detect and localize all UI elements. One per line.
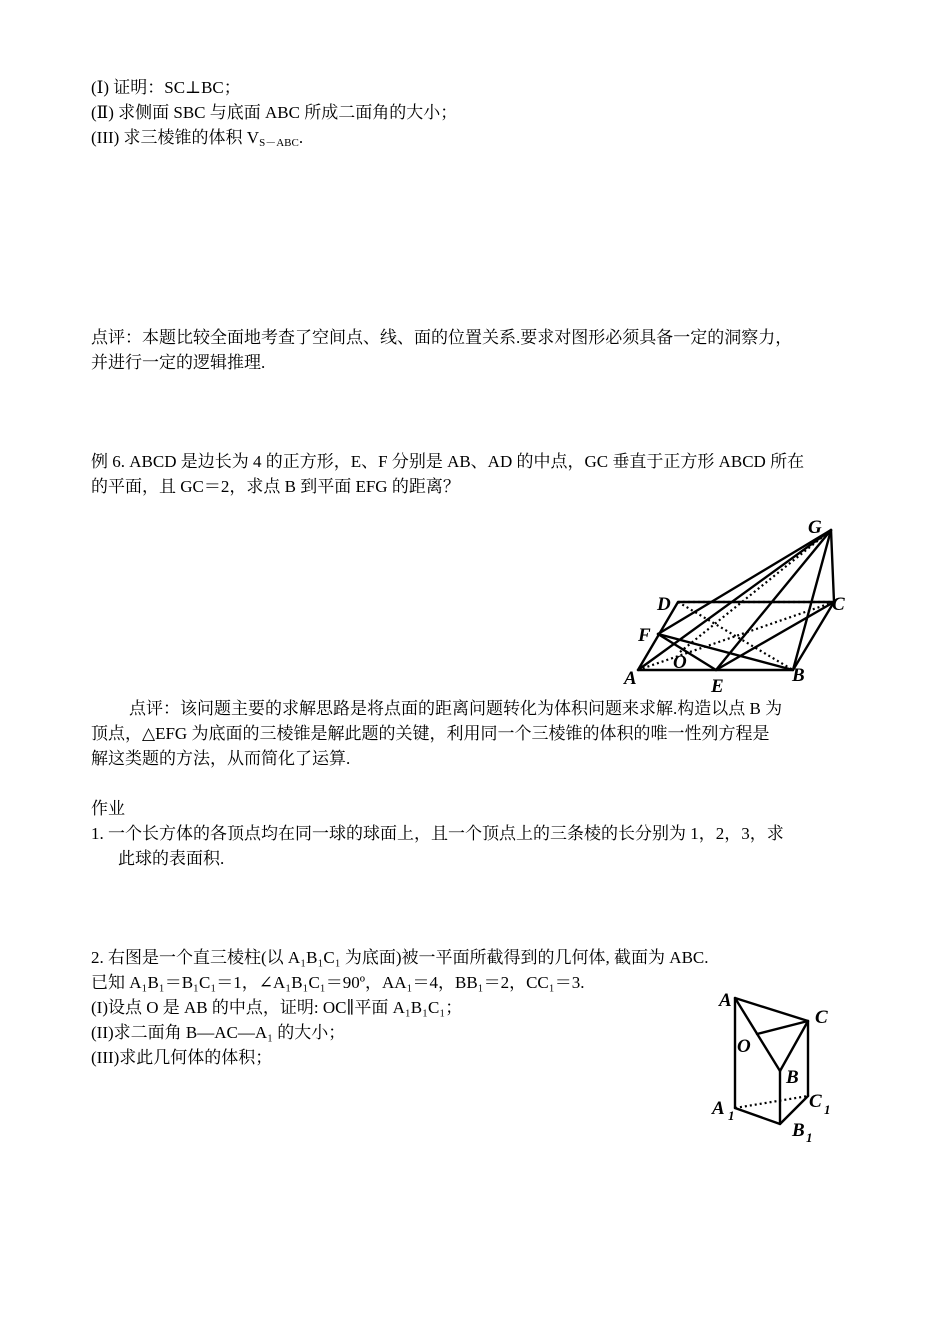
comment-1-line-2: 并进行一定的逻辑推理. — [91, 353, 266, 372]
label-B: B — [792, 665, 805, 686]
label-A1-subscript: 1 — [728, 1108, 735, 1123]
pyramid-figure — [620, 515, 860, 695]
example-6-line-2: 的平面，且 GC＝2，求点 B 到平面 EFG 的距离？ — [91, 477, 460, 496]
question-part-3: (III) 求三棱锥的体积 $V_{S-ABC}$. — [91, 128, 304, 149]
label-A: A — [719, 990, 732, 1011]
homework-item-1-line-2: 此球的表面积. — [118, 849, 225, 868]
problem-2-line-1: 2. 右图是一个直三棱柱(以 A₁B₁C₁ 为底面)被一平面所截得到的几何体, 截面为 ABC. — [91, 948, 709, 967]
problem-2-line-4: (II)求二面角 B—AC—A₁ 的大小； — [91, 1023, 346, 1042]
label-A: A — [624, 668, 637, 689]
label-B: B — [786, 1067, 799, 1088]
comment-1-line-1: 点评：本题比较全面地考查了空间点、线、面的位置关系.要求对图形必须具备一定的洞察力， — [91, 328, 793, 347]
question-part-1: (Ⅰ) 证明：SC⊥BC； — [91, 78, 241, 97]
label-D: D — [657, 594, 671, 615]
prism-figure — [705, 985, 840, 1145]
comment-2-line-2: 顶点，△EFG 为底面的三棱锥是解此题的关键，利用同一个三棱锥的体积的唯一性列方程是 — [91, 724, 770, 743]
label-O: O — [737, 1036, 751, 1057]
comment-2-line-3: 解这类题的方法，从而简化了运算. — [91, 749, 351, 768]
label-O: O — [673, 652, 687, 673]
label-B1: B — [792, 1120, 805, 1141]
homework-item-1-line-1: 1. 一个长方体的各顶点均在同一球的球面上，且一个顶点上的三条棱的长分别为 1，2，3，求 — [91, 824, 784, 843]
label-C1: C — [809, 1091, 822, 1112]
label-F: F — [638, 625, 651, 646]
question-part-2: (Ⅱ) 求侧面 SBC 与底面 ABC 所成二面角的大小； — [91, 103, 458, 122]
label-C1-subscript: 1 — [824, 1102, 831, 1117]
label-A1: A — [712, 1098, 725, 1119]
comment-2-line-1: 点评：该问题主要的求解思路是将点面的距离问题转化为体积问题来求解.构造以点 B 为 — [129, 699, 783, 718]
example-6-line-1: 例 6. ABCD 是边长为 4 的正方形，E、F 分别是 AB、AD 的中点，GC 垂直于正方形 ABCD 所在 — [91, 452, 805, 471]
problem-2-line-3: (I)设点 O 是 AB 的中点，证明: OC∥平面 A₁B₁C₁； — [91, 998, 463, 1017]
label-E: E — [711, 676, 724, 695]
label-G: G — [808, 517, 822, 538]
homework-title: 作业 — [91, 799, 125, 818]
problem-2-line-5: (III)求此几何体的体积； — [91, 1048, 273, 1067]
label-B1-subscript: 1 — [806, 1130, 813, 1145]
problem-2-line-2: 已知 A₁B₁＝B₁C₁＝1，∠A₁B₁C₁＝90º，AA₁＝4，BB₁＝2，CC₁＝3. — [91, 973, 585, 992]
label-C: C — [815, 1007, 828, 1028]
label-C: C — [832, 594, 845, 615]
